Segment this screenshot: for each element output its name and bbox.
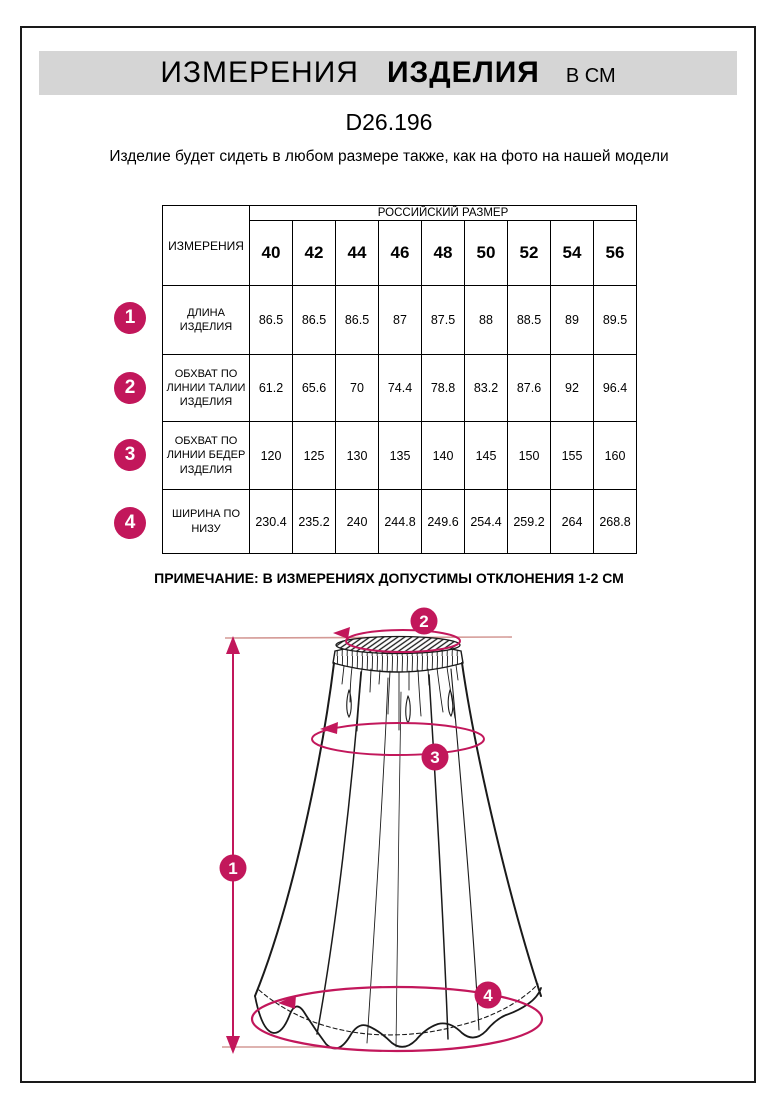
cell: 244.8 (379, 490, 422, 554)
size-header: 54 (551, 221, 594, 286)
cell: 61.2 (250, 355, 293, 422)
cell: 96.4 (594, 355, 637, 422)
measure-column-header: ИЗМЕРЕНИЯ (163, 206, 250, 286)
page-title-word-izdeliya: ИЗДЕЛИЯ (386, 56, 540, 89)
dimension-arrow-down (226, 1036, 240, 1054)
cell: 268.8 (594, 490, 637, 554)
fold-loops (347, 690, 453, 723)
cell: 125 (293, 422, 336, 490)
callout-number-2: 2 (419, 612, 429, 631)
cell: 86.5 (293, 286, 336, 355)
cell: 135 (379, 422, 422, 490)
cell: 87.5 (422, 286, 465, 355)
size-header: 52 (508, 221, 551, 286)
cell: 160 (594, 422, 637, 490)
hip-measure-ellipse (312, 723, 484, 755)
row-label: ДЛИНА ИЗДЕЛИЯ (163, 286, 250, 355)
cell: 120 (250, 422, 293, 490)
page-title-units: В СМ (565, 64, 616, 87)
cell: 89.5 (594, 286, 637, 355)
fit-description: Изделие будет сидеть в любом размере также, как на фото на нашей модели (109, 148, 669, 165)
size-group-header: РОССИЙСКИЙ РАЗМЕР (250, 206, 637, 221)
row-number-badge-2: 2 (114, 372, 146, 404)
size-header: 40 (250, 221, 293, 286)
callout-number-3: 3 (430, 748, 440, 767)
cell: 87.6 (508, 355, 551, 422)
seam-line (429, 675, 448, 1039)
cell: 74.4 (379, 355, 422, 422)
waistband-top-inside (336, 637, 460, 654)
cell: 140 (422, 422, 465, 490)
cell: 259.2 (508, 490, 551, 554)
callout-number-1: 1 (228, 859, 238, 878)
cell: 78.8 (422, 355, 465, 422)
seam-line (396, 692, 401, 1047)
skirt-left-edge (255, 663, 334, 996)
model-number: D26.196 (345, 109, 433, 135)
row-number-badge-1: 1 (114, 302, 146, 334)
cell: 150 (508, 422, 551, 490)
cell: 92 (551, 355, 594, 422)
cell: 86.5 (336, 286, 379, 355)
cell: 86.5 (250, 286, 293, 355)
cell: 230.4 (250, 490, 293, 554)
cell: 65.6 (293, 355, 336, 422)
cell: 70 (336, 355, 379, 422)
hip-arrowhead (320, 722, 338, 734)
size-header: 46 (379, 221, 422, 286)
size-header: 50 (465, 221, 508, 286)
seam-line (451, 669, 479, 1030)
row-label: ОБХВАТ ПО ЛИНИИ БЕДЕР ИЗДЕЛИЯ (163, 422, 250, 490)
cell: 254.4 (465, 490, 508, 554)
row-label: ОБХВАТ ПО ЛИНИИ ТАЛИИ ИЗДЕЛИЯ (163, 355, 250, 422)
cell: 130 (336, 422, 379, 490)
cell: 87 (379, 286, 422, 355)
size-header: 44 (336, 221, 379, 286)
cell: 155 (551, 422, 594, 490)
page-title-word-izmereniya: ИЗМЕРЕНИЯ (160, 56, 359, 89)
row-label: ШИРИНА ПО НИЗУ (163, 490, 250, 554)
size-header: 48 (422, 221, 465, 286)
gather-strokes (342, 665, 458, 731)
cell: 240 (336, 490, 379, 554)
size-header: 42 (293, 221, 336, 286)
seam-line (317, 672, 361, 1034)
size-header: 56 (594, 221, 637, 286)
cell: 88.5 (508, 286, 551, 355)
cell: 89 (551, 286, 594, 355)
cell: 249.6 (422, 490, 465, 554)
cell: 83.2 (465, 355, 508, 422)
tolerance-note: ПРИМЕЧАНИЕ: В ИЗМЕРЕНИЯХ ДОПУСТИМЫ ОТКЛОНЕНИЯ 1-2 СМ (154, 570, 624, 586)
row-number-badge-3: 3 (114, 439, 146, 471)
cell: 264 (551, 490, 594, 554)
cell: 145 (465, 422, 508, 490)
cell: 235.2 (293, 490, 336, 554)
row-number-badge-4: 4 (114, 507, 146, 539)
cell: 88 (465, 286, 508, 355)
callout-number-4: 4 (483, 986, 493, 1005)
